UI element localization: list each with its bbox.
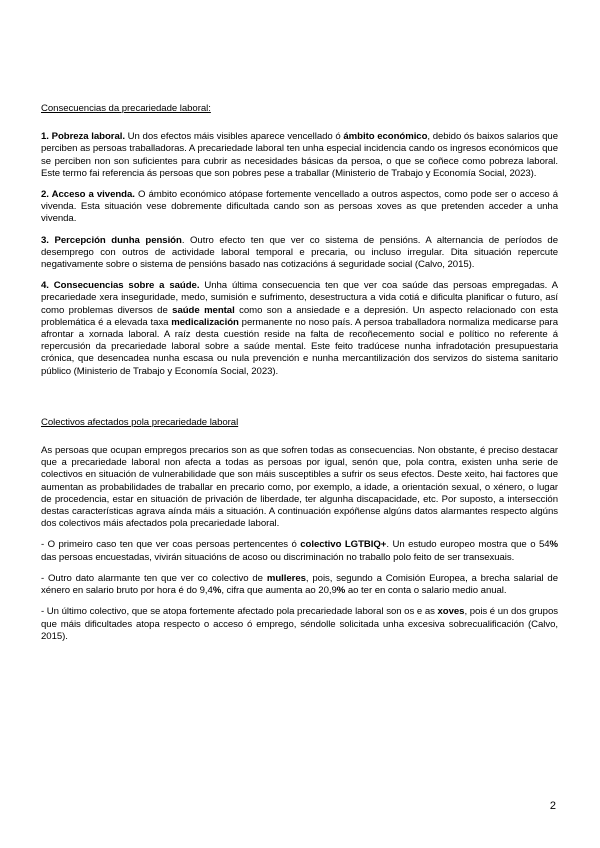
- bold-term: mulleres: [266, 572, 306, 584]
- text-run: , pois, segundo a Comisión Europea, a brecha salarial de xénero en salario bruto por hora é do 9,4: [41, 572, 558, 597]
- paragraph-saude: [41, 280, 558, 378]
- paragraph-xoves: [41, 606, 558, 643]
- text-run: das persoas encuestadas, vivirán situacións de acoso ou discriminación no traballo polo feito de ser transexuais.: [41, 551, 515, 563]
- text-run: , cifra que aumenta ao 20,9: [221, 585, 337, 597]
- text-run: Unha última consecuencia ten que ver coa saúde das persoas empregadas. A precariedade xera inseguridade, medo, sumisión e sufrimento, desestructura a vida cotiá e dificulta planificar o futuro, así como problemas diversos de: [41, 280, 558, 316]
- bold-term: ámbito económico: [343, 131, 428, 143]
- paragraph-pobreza-laboral: [41, 131, 558, 180]
- paragraph-mulleres: [41, 573, 558, 597]
- page-content: [41, 103, 558, 652]
- text-run: , pois é un dos grupos que máis dificultades atopa respecto o acceso ó emprego, séndolle solicitada unha excesiva sobrecualificación (Calvo, 2015).: [41, 606, 558, 642]
- paragraph-intro-colectivos: As persoas que ocupan empregos precarios son as que sofren todas as consecuencias. Non obstante, é preciso destacar que a precariedade laboral non afecta a todas as persoas por igual, senón que, pola contra, existen unha serie de colectivos en situación de vulnerabilidade que son máis susceptibles a sufrir os seus efectos. Deste xeito, hai factores que aumentan as probabilidades de traballar en precario como, por exemplo, a idade, a orientación sexual, o xénero, o lugar de procedencia, estar en situación de privación de liberdade, ter algunha discapacidade, etc. Por suposto, a intersección destas características agrava aínda máis a situación. A continuación expóñense algúns datos alarmantes respecto algúns dos colectivos máis afectados pola precariedade laboral.: [41, 445, 558, 530]
- item-title: 4. Consecuencias sobre a saúde.: [41, 280, 200, 292]
- text-run: - Outro dato alarmante ten que ver co colectivo de: [41, 572, 267, 584]
- bold-term: medicalización: [171, 316, 239, 328]
- text-run: como son a ansiedade e a depresión. Un aspecto relacionado con esta problemática é a elevada taxa: [41, 304, 559, 328]
- bold-term: saúde mental: [172, 304, 235, 316]
- paragraph-lgtbiq: [41, 539, 558, 563]
- text-run: - Un último colectivo, que se atopa fortemente afectado pola precariedade laboral son os e as: [41, 606, 438, 618]
- bold-term: %: [336, 585, 346, 597]
- text-run: - O primeiro caso ten que ver coas persoas pertencentes ó: [41, 539, 301, 551]
- bold-term: %: [212, 585, 222, 597]
- bold-term: xoves: [437, 606, 465, 618]
- section-heading-colectivos: Colectivos afectados pola precariedade laboral: [41, 416, 239, 428]
- text-run: . Un estudo europeo mostra que o 54: [386, 539, 550, 551]
- bold-term: %: [549, 539, 558, 551]
- text-run: , debido ós baixos salarios que perciben as persoas traballadoras. A precariedade laboral ten unha especial incidencia cando os ingresos económicos que se perciben non son suficientes para cubrir as necesidades básicas da persoa, o que se coñece como pobreza laboral. Este termo fai referencia ás persoas que son pobres pese a traballar (Ministerio de Trabajo y Economía Social, 2023).: [41, 131, 558, 179]
- section-heading-consecuencias: Consecuencias da precariedade laboral:: [41, 103, 211, 114]
- paragraph-acceso-vivenda: [41, 189, 558, 226]
- item-title: 2. Acceso a vivenda.: [41, 189, 135, 201]
- text-run: ao ter en conta o salario medio anual.: [345, 585, 507, 597]
- page-number: 2: [549, 800, 556, 812]
- text-run: . Outro efecto ten que ver co sistema de pensións. A alternancia de períodos de desemprego con outros de actividade laboral temporal e precaria, ou incluso irregular. Dita situación repercute negativamente sobre o sistema de pensións basado nas cotizacións á seguridade social (Calvo, 2015).: [41, 234, 558, 271]
- bold-term: colectivo LGTBIQ+: [300, 539, 387, 551]
- paragraph-pension: [41, 235, 558, 272]
- item-title: 1. Pobreza laboral.: [41, 131, 125, 143]
- text-run: Un dos efectos máis visibles aparece vencellado ó: [124, 131, 344, 143]
- text-run: permanente no noso país. A persoa traballadora normaliza medicarse para afrontar a xornada laboral. A raíz desta cuestión reside na falta de recoñecemento social e político no referente á repercusión da precariedade laboral sobre a saúde mental. Este feito tradúcese nunha infradotación presupuestaria crónica, que desencadea nunha escasa ou nula prevención e nunha mercantilización dos servizos do sistema sanitario público (Ministerio de Trabajo y Economía Social, 2023).: [41, 316, 558, 377]
- section-spacer: [41, 387, 558, 417]
- item-title: 3. Percepción dunha pensión: [41, 234, 182, 246]
- text-run: O ámbito económico atópase fortemente vencellado a outros aspectos, como pode ser o acceso á vivenda. Esta situación vese dobremente dificultada cando son as persoas xoves as que pretenden acceder a unha vivenda.: [41, 189, 558, 225]
